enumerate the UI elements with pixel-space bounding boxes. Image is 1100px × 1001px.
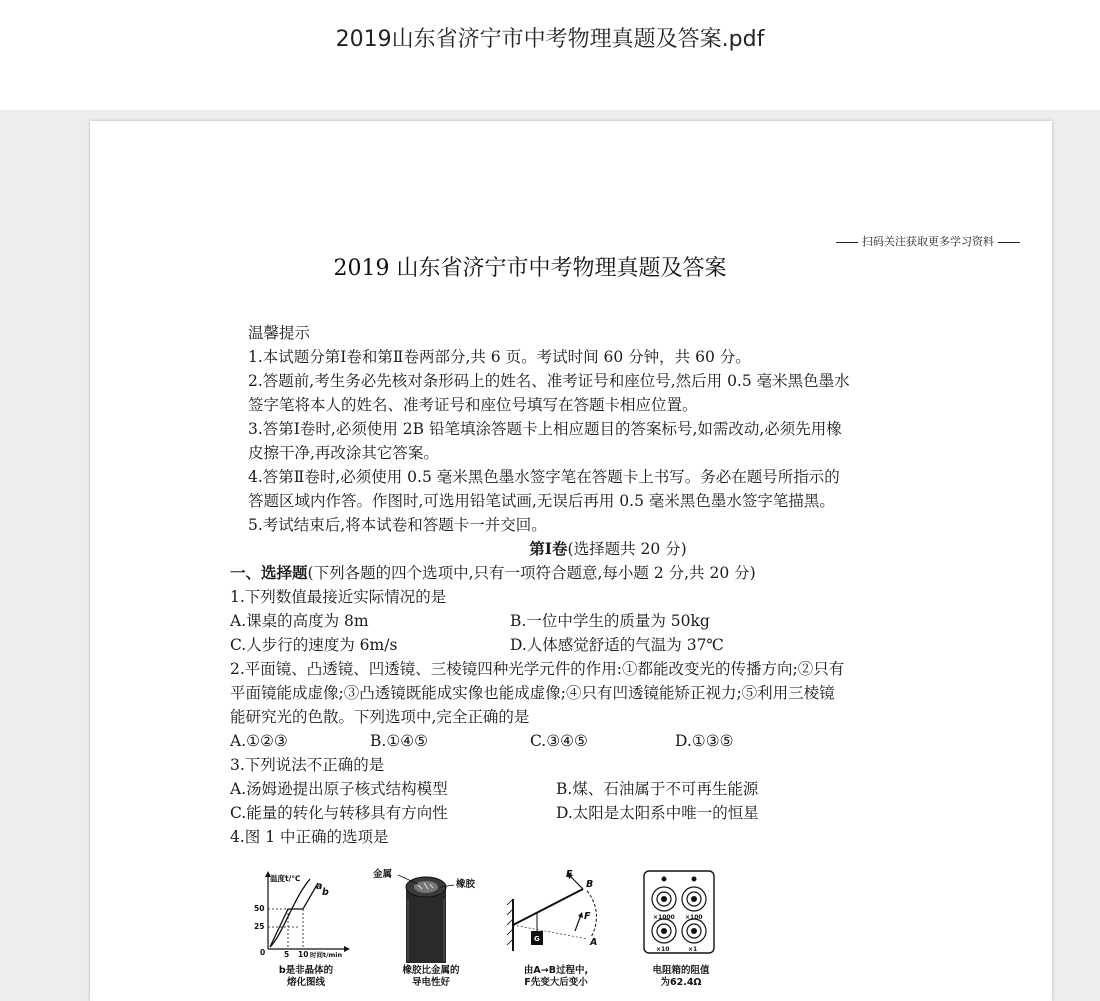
caption-b-line2: 导电性好 — [411, 977, 450, 988]
caption-a-line2: 熔化图线 — [286, 977, 325, 988]
option-a: A.汤姆逊提出原子核式结构模型 — [230, 780, 448, 798]
figure-1 — [248, 869, 768, 999]
option-b: B.①④⑤ — [370, 732, 429, 750]
label-metal: 金属 — [373, 869, 393, 880]
part-heading-bold: 一、选择题 — [230, 563, 308, 582]
option-d: D.太阳是太阳系中唯一的恒星 — [556, 804, 759, 822]
tip-line: 1.本试题分第Ⅰ卷和第Ⅱ卷两部分,共 6 页。考试时间 60 分钟，共 60 分。 — [248, 348, 751, 366]
graph-tick-25: 25 — [254, 922, 265, 931]
tip-line: 2.答题前,考生务必先核对条形码上的姓名、准考证号和座位号,然后用 0.5 毫米黑色墨水 — [248, 372, 850, 390]
option-c: C.能量的转化与转移具有方向性 — [230, 804, 448, 822]
scan-note-text: 扫码关注获取更多学习资料 — [862, 235, 994, 248]
graph-tick-50: 50 — [254, 904, 265, 913]
question-stem: 1.下列数值最接近实际情况的是 — [230, 588, 447, 606]
option-a: A.课桌的高度为 8m — [230, 612, 369, 630]
lever-label-B: B — [586, 879, 594, 890]
dial-x100: ×100 — [685, 914, 703, 921]
question-stem: 2.平面镜、凸透镜、凹透镜、三棱镜四种光学元件的作用:①都能改变光的传播方向;②只有 — [230, 660, 845, 678]
viewer-header — [0, 0, 1100, 110]
option-d: D.人体感觉舒适的气温为 37℃ — [510, 636, 724, 654]
scan-note — [832, 233, 1024, 249]
option-d: D.①③⑤ — [675, 732, 734, 750]
option-c: C.③④⑤ — [530, 732, 588, 750]
caption-a-line1: b是非晶体的 — [278, 965, 334, 976]
questions — [230, 561, 968, 849]
section-heading-rest: (选择题共 20 分) — [567, 540, 687, 558]
caption-c-line2: F先变大后变小 — [524, 977, 588, 988]
tips-heading: 温馨提示 — [248, 324, 311, 342]
paper-title: 2019 山东省济宁市中考物理真题及答案 — [333, 256, 727, 281]
graph-xlabel: 时间t/min — [310, 951, 343, 959]
option-row — [230, 729, 968, 753]
section-heading-bold: 第Ⅰ卷 — [529, 539, 568, 558]
pdf-page — [90, 121, 1052, 1001]
graph-label-a: a — [316, 881, 323, 892]
tip-line: 签字笔将本人的姓名、准考证号和座位号填写在答题卡相应位置。 — [248, 396, 698, 414]
document-title: 2019山东省济宁市中考物理真题及答案.pdf — [335, 27, 765, 52]
section-heading — [248, 537, 968, 561]
option-row — [230, 633, 968, 657]
tip-line: 皮擦干净,再改涂其它答案。 — [248, 444, 439, 462]
dial-x1: ×1 — [688, 946, 698, 953]
caption-d-line1: 电阻箱的阻值 — [652, 965, 710, 976]
option-b: B.煤、石油属于不可再生能源 — [556, 780, 759, 798]
paper-body — [230, 321, 968, 849]
part-heading-rest: (下列各题的四个选项中,只有一项符合题意,每小题 2 分,共 20 分) — [307, 564, 756, 582]
graph-tick-5: 5 — [284, 950, 290, 959]
caption-b-line1: 橡胶比金属的 — [402, 965, 460, 976]
question-stem: 3.下列说法不正确的是 — [230, 756, 385, 774]
divider — [998, 242, 1020, 243]
option-c: C.人步行的速度为 6m/s — [230, 636, 398, 654]
graph-ylabel: 温度t/℃ — [270, 874, 301, 883]
dial-x10: ×10 — [656, 946, 670, 953]
option-row — [230, 609, 968, 633]
option-b: B.一位中学生的质量为 50kg — [510, 612, 710, 630]
option-row — [230, 801, 968, 825]
tip-line: 3.答第Ⅰ卷时,必须使用 2B 铅笔填涂答题卡上相应题目的答案标号,如需改动,必须先用橡 — [248, 420, 842, 438]
graph-origin: 0 — [260, 948, 266, 957]
caption-d-line2: 为62.4Ω — [660, 977, 702, 988]
dial-x1000: ×1000 — [653, 914, 675, 921]
question-stem: 平面镜能成虚像;③凸透镜既能成实像也能成虚像;④只有凹透镜能矫正视力;⑤利用三棱镜 — [230, 684, 835, 702]
tip-line: 5.考试结束后,将本试卷和答题卡一并交回。 — [248, 516, 547, 534]
option-a: A.①②③ — [230, 732, 288, 750]
question-stem: 4.图 1 中正确的选项是 — [230, 828, 389, 846]
option-row — [230, 777, 968, 801]
label-rubber: 橡胶 — [456, 879, 476, 890]
caption-c-line1: 由A→B过程中, — [523, 965, 589, 976]
divider — [836, 242, 858, 243]
lever-label-F2: F — [584, 911, 591, 922]
lever-figure — [503, 869, 613, 969]
resistance-box-figure — [630, 869, 730, 969]
lever-label-G: G — [534, 935, 540, 943]
lever-label-A: A — [590, 937, 598, 948]
tip-line: 4.答第Ⅱ卷时,必须使用 0.5 毫米黑色墨水签字笔在答题卡上书写。务必在题号所指示的 — [248, 468, 840, 486]
question-stem: 能研究光的色散。下列选项中,完全正确的是 — [230, 708, 530, 726]
tip-line: 答题区域内作答。作图时,可选用铅笔试画,无误后再用 0.5 毫米黑色墨水签字笔描黑。 — [248, 492, 835, 510]
lever-label-F: F — [566, 869, 573, 880]
graph-tick-10: 10 — [298, 950, 309, 959]
graph-label-b: b — [322, 887, 329, 898]
part-heading — [230, 561, 968, 585]
